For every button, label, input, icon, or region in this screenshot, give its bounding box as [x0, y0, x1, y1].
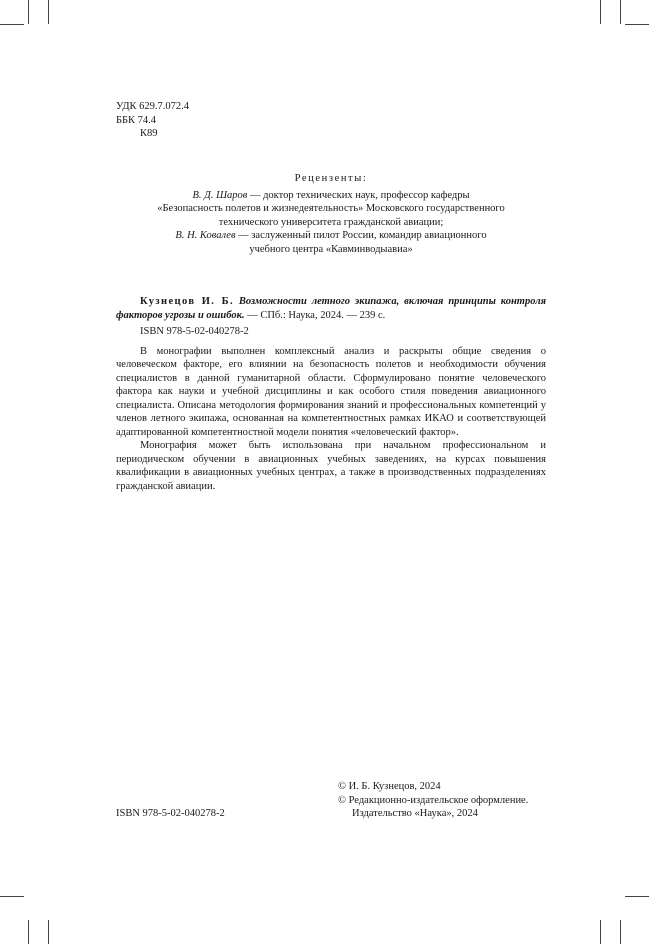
- crop-mark: [620, 920, 621, 944]
- crop-mark: [0, 24, 24, 25]
- reviewers-title: Рецензенты:: [294, 173, 368, 184]
- crop-mark: [625, 896, 649, 897]
- copyright-design: © Редакционно-издательское оформление.: [338, 794, 529, 806]
- reviewer-description: — доктор технических наук, профессор кафедры: [247, 189, 470, 201]
- citation-author: Кузнецов И. Б.: [140, 296, 235, 307]
- crop-mark: [600, 0, 601, 24]
- copyright-block: [338, 780, 528, 821]
- citation-title: Возможности летного экипажа, включая принципы контроля факторов угрозы и ошибок.: [116, 296, 547, 321]
- reviewer-line: [116, 229, 546, 243]
- reviewer-description: — заслуженный пилот России, командир авиационного: [235, 230, 487, 241]
- reviewer-line: «Безопасность полетов и жизнедеятельность» Московского государственного: [157, 203, 505, 214]
- crop-mark: [48, 0, 49, 24]
- crop-mark: [28, 920, 29, 944]
- reviewer-line: [116, 189, 546, 203]
- crop-mark: [625, 24, 649, 25]
- reviewer-line: учебного центра «Кавминводыавиа»: [249, 243, 413, 255]
- citation-imprint: — СПб.: Наука, 2024. — 239 с.: [244, 309, 386, 321]
- crop-mark: [600, 920, 601, 944]
- reviewer-line: технического университета гражданской авиации;: [218, 216, 444, 228]
- isbn-bottom: ISBN 978-5-02-040278-2: [116, 808, 225, 819]
- crop-mark: [48, 920, 49, 944]
- udk-code: УДК 629.7.072.4: [116, 101, 190, 112]
- bibliographic-record: [116, 295, 546, 493]
- crop-mark: [28, 0, 29, 24]
- copyright-publisher: Издательство «Наука», 2024: [352, 808, 478, 819]
- abstract: [116, 345, 546, 494]
- citation: [116, 295, 546, 322]
- abstract-paragraph: В монографии выполнен комплексный анализ и раскрыты общие сведения о человеческом факторе, его влиянии на безопасность полетов и необходимости обучения специалистов в данной гуманитарной области. Сформулировано понятие человеческого фактора как науки и учебной дисциплины и как особого стиля поведения авиационного специалиста. Описана методология формирования знаний и профессиональных компетенций у членов летного экипажа, основанная на компетентностных рамках ИКАО и соответствующей адаптированной компетентностной модели понятия «человеческий фактор».: [116, 345, 546, 438]
- bbk-code: ББК 74.4: [116, 114, 157, 126]
- author-index: К89: [140, 128, 158, 139]
- copyright-author: © И. Б. Кузнецов, 2024: [338, 781, 441, 792]
- citation-isbn: ISBN 978-5-02-040278-2: [140, 326, 249, 337]
- classification-block: [116, 100, 189, 141]
- abstract-paragraph: Монография может быть использована при начальном профессиональном и периодическом обучении в авиационных учебных заведениях, на курсах повышения квалификации в авиационных учебных центрах, а также в производственных подразделениях гражданской авиации.: [116, 440, 546, 492]
- reviewers-block: [116, 172, 546, 256]
- crop-mark: [0, 896, 24, 897]
- reviewer-name: В. Н. Ковалев: [175, 230, 236, 241]
- crop-mark: [620, 0, 621, 24]
- reviewer-name: В. Д. Шаров: [192, 189, 248, 201]
